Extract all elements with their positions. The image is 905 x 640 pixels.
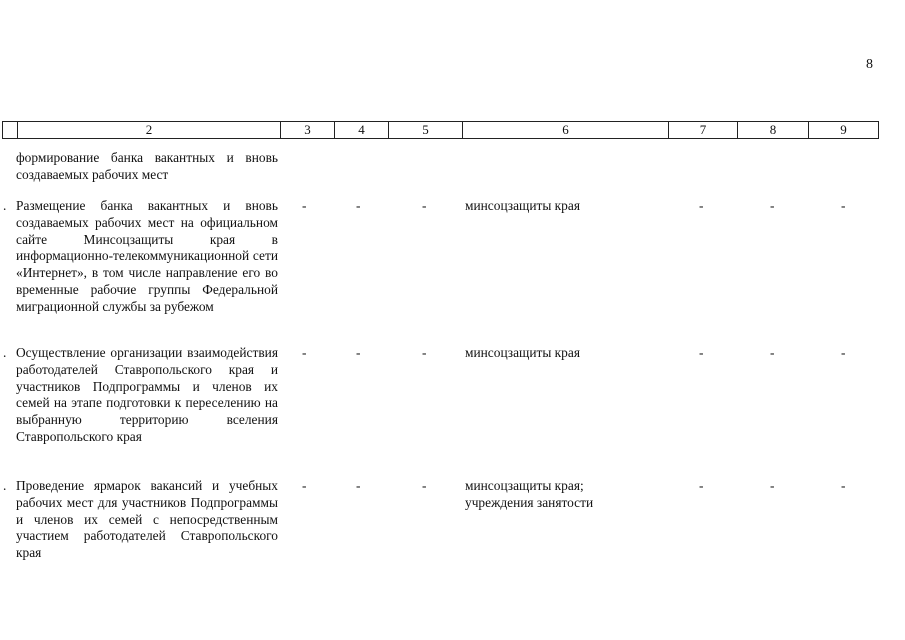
cell-dash: - xyxy=(356,478,361,493)
cell-dash: - xyxy=(356,198,361,213)
cell-dash: - xyxy=(699,478,704,493)
header-col-8: 8 xyxy=(737,122,808,138)
row-number-marker: . xyxy=(3,198,7,213)
cell-dash: - xyxy=(356,345,361,360)
cell-dash: - xyxy=(302,198,307,213)
executor-line: минсоцзащиты края; xyxy=(465,478,584,493)
header-col-4: 4 xyxy=(334,122,388,138)
header-col-6: 6 xyxy=(462,122,668,138)
row-number-marker: . xyxy=(3,345,7,360)
executor-cell xyxy=(465,345,665,362)
table-row-text: Размещение банка вакантных и вновь создаваемых рабочих мест на официальном сайте Минсоцзащиты края в информационно-телекоммуникационной сети «Интернет», в том числе направление его во временные рабочие группы Федеральной миграционной службы за рубежом xyxy=(16,198,278,314)
header-col-7: 7 xyxy=(668,122,737,138)
table-header-row xyxy=(2,121,879,139)
executor-line: минсоцзащиты края xyxy=(465,198,580,213)
cell-dash: - xyxy=(422,478,427,493)
header-col-2: 2 xyxy=(17,122,280,138)
cell-dash: - xyxy=(841,478,846,493)
cell-dash: - xyxy=(770,198,775,213)
cell-dash: - xyxy=(770,478,775,493)
table-row-text: формирование банка вакантных и вновь создаваемых рабочих мест xyxy=(16,150,278,182)
table-row-text: Проведение ярмарок вакансий и учебных рабочих мест для участников Подпрограммы и членов их семей с непосредственным участием работодателей Ставропольского края xyxy=(16,478,278,561)
cell-dash: - xyxy=(841,345,846,360)
page-number: 8 xyxy=(866,57,873,72)
cell-dash: - xyxy=(302,345,307,360)
executor-cell xyxy=(465,478,665,512)
header-col-3: 3 xyxy=(280,122,334,138)
executor-cell xyxy=(465,198,665,215)
header-col-1 xyxy=(2,122,17,138)
executor-line: минсоцзащиты края xyxy=(465,345,580,360)
cell-dash: - xyxy=(422,198,427,213)
cell-dash: - xyxy=(302,478,307,493)
header-col-9: 9 xyxy=(808,122,879,138)
header-col-5: 5 xyxy=(388,122,462,138)
row-number-marker: . xyxy=(3,478,7,493)
executor-line: учреждения занятости xyxy=(465,494,594,510)
cell-dash: - xyxy=(699,198,704,213)
cell-dash: - xyxy=(699,345,704,360)
cell-dash: - xyxy=(422,345,427,360)
cell-dash: - xyxy=(841,198,846,213)
cell-dash: - xyxy=(770,345,775,360)
table-row-text: Осуществление организации взаимодействия работодателей Ставропольского края и участников Подпрограммы и членов их семей на этапе подготовки к переселению на выбранную территорию вселения Ставропольского края xyxy=(16,345,278,444)
